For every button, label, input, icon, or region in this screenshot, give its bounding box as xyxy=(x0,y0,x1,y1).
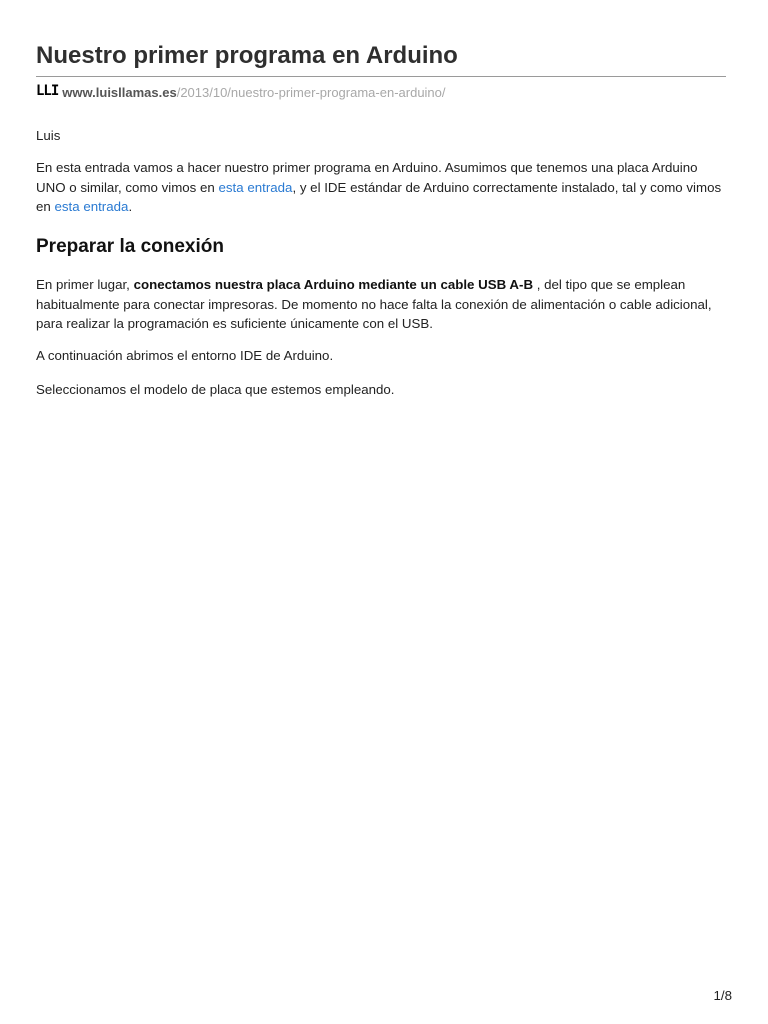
connection-text-1: En primer lugar, xyxy=(36,277,134,292)
page-number: 1/8 xyxy=(713,988,732,1003)
source-url-line xyxy=(36,83,446,103)
connection-paragraph xyxy=(36,275,726,334)
intro-text-1: En esta entrada vamos a hacer nuestro primer programa en Arduino. Asumimos que tenemos una placa Arduino UNO o similar, como vimos en xyxy=(36,160,698,195)
page-title: Nuestro primer programa en Arduino xyxy=(36,42,458,69)
intro-link-2[interactable]: esta entrada xyxy=(54,199,129,214)
site-logo-icon: LLI xyxy=(36,83,59,99)
intro-text-3: . xyxy=(128,199,133,214)
connection-text-2: , del tipo que se emplean habitualmente para conectar impresoras. De momento no hace falta la conexión de alimentación o cable adicional, para realizar la programación es suficiente únicamente con el USB. xyxy=(36,277,712,331)
intro-paragraph xyxy=(36,158,726,217)
author-name: Luis xyxy=(36,128,61,143)
board-model-paragraph: Seleccionamos el modelo de placa que estemos empleando. xyxy=(36,382,395,397)
connection-bold-text: conectamos nuestra placa Arduino mediante un cable USB A-B xyxy=(133,277,534,292)
ide-paragraph: A continuación abrimos el entorno IDE de Arduino. xyxy=(36,348,334,363)
title-divider xyxy=(36,76,726,77)
source-path[interactable]: /2013/10/nuestro-primer-programa-en-arduino/ xyxy=(176,85,446,100)
intro-text-2: , y el IDE estándar de Arduino correctamente instalado, tal y como vimos en xyxy=(36,179,722,214)
section-heading: Preparar la conexión xyxy=(36,236,224,257)
intro-link-1[interactable]: esta entrada xyxy=(218,179,293,195)
source-domain[interactable]: www.luisllamas.es xyxy=(62,85,177,100)
